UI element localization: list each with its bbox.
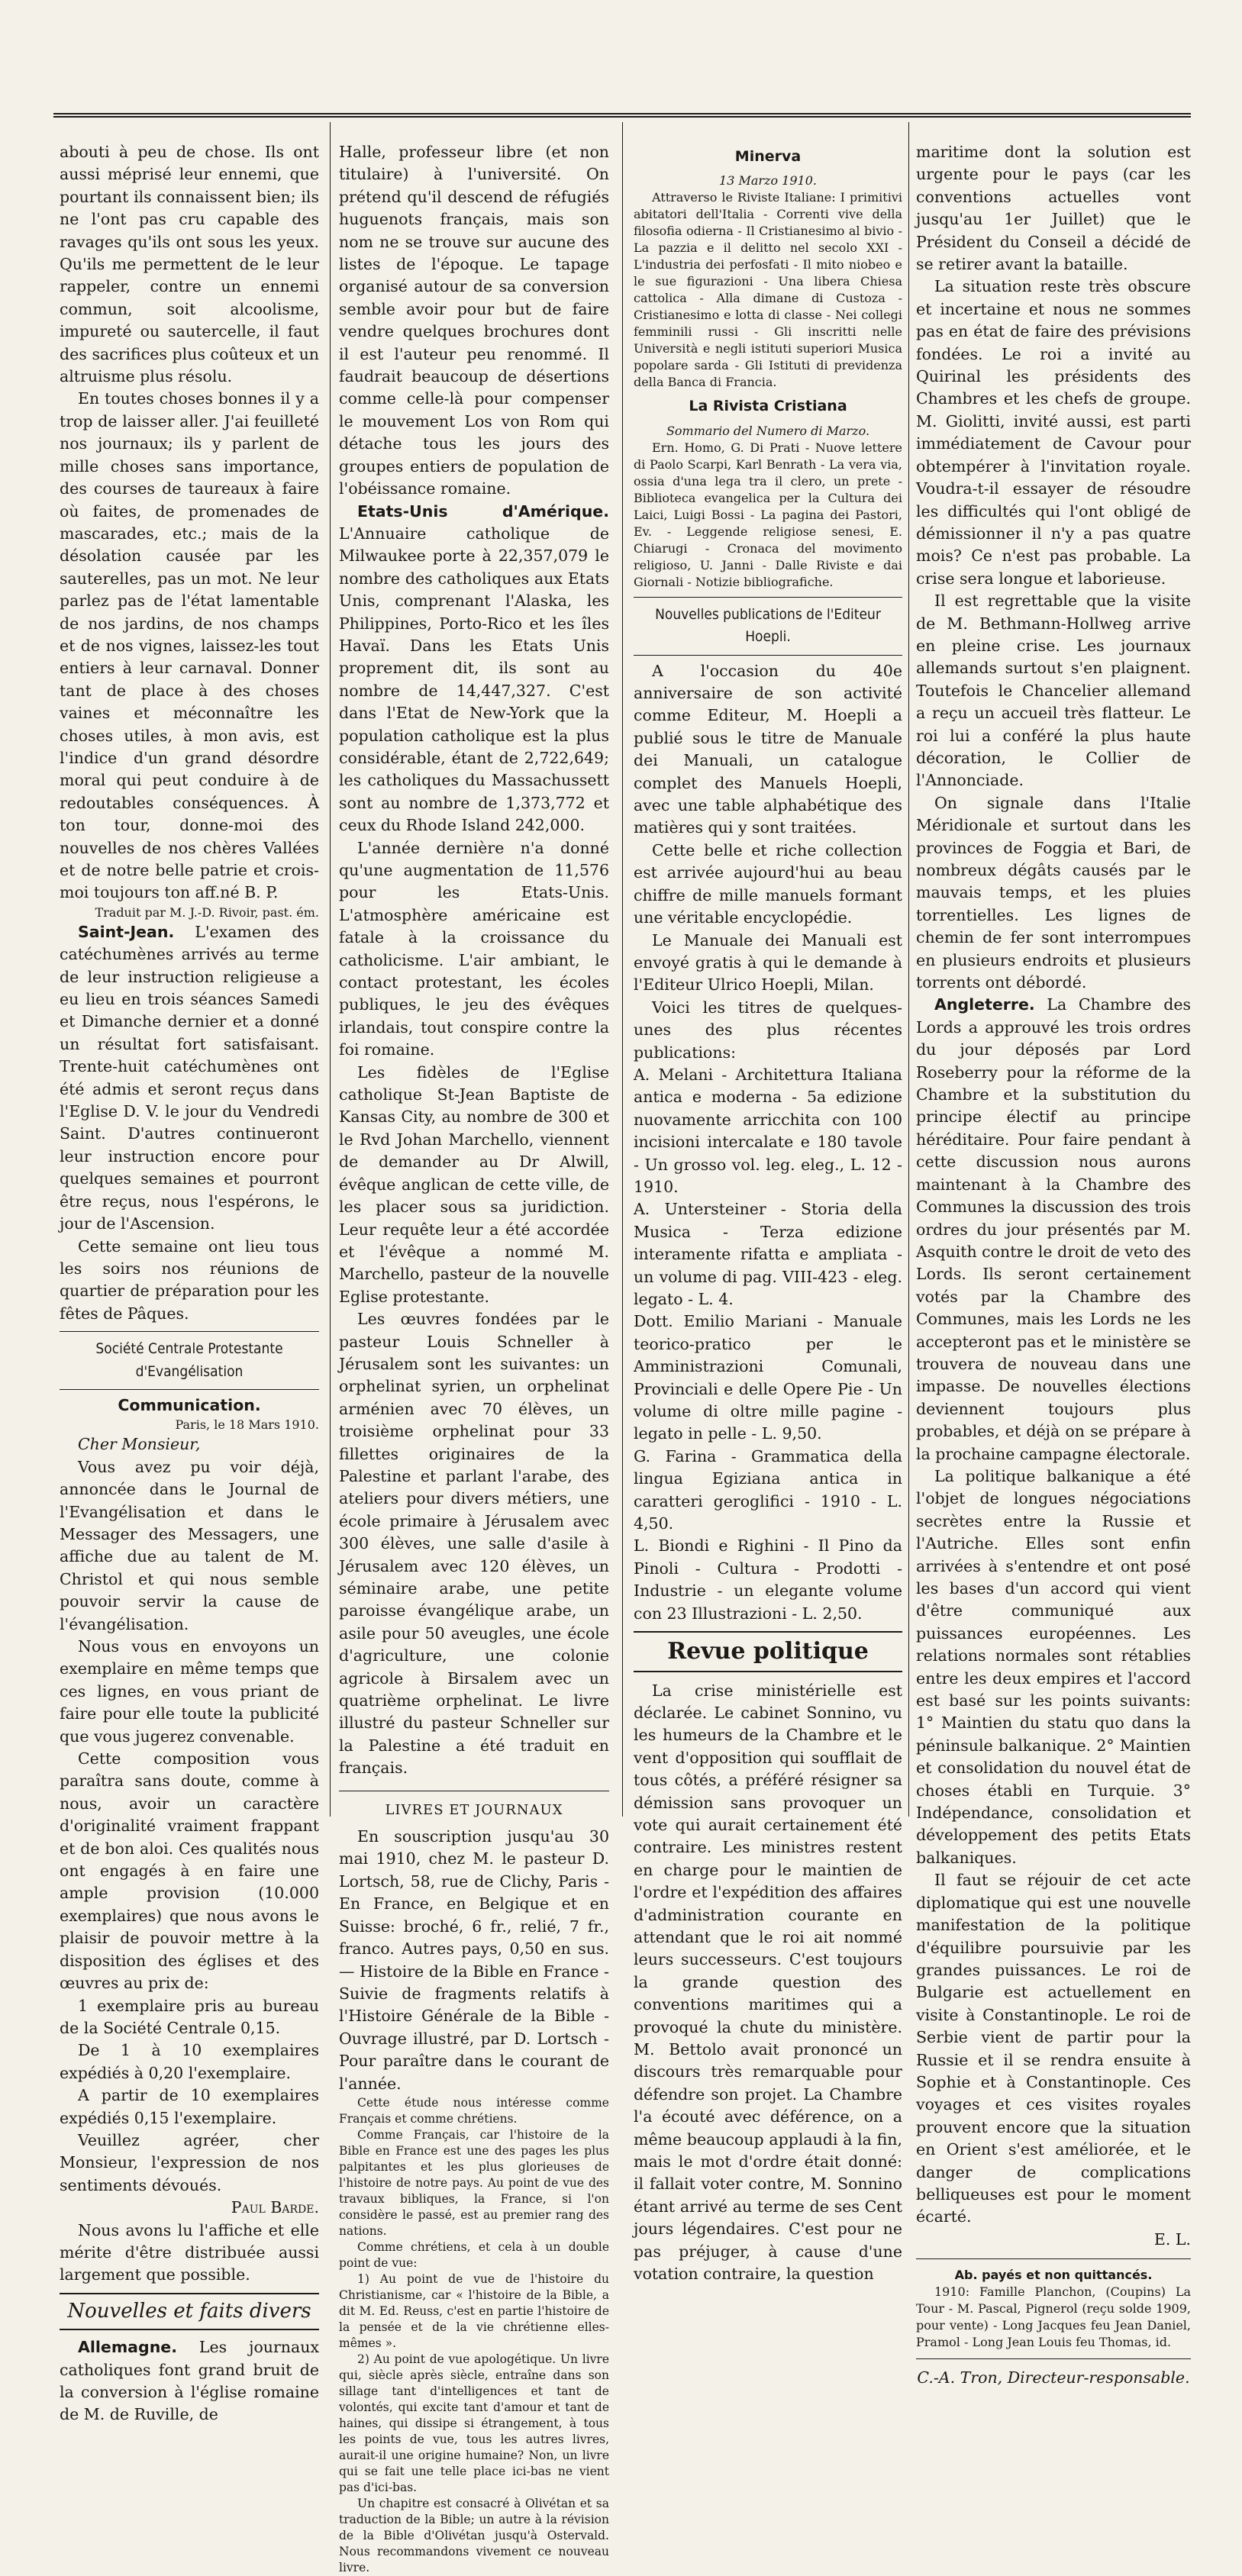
paragraph: Veuillez agréer, cher Monsieur, l'expression de nos sentiments dévoués. [60,2130,319,2194]
paragraph: Vous avez pu voir déjà, annoncée dans le Journal de l'Evangélisation et dans le Messager des Messagers, une affiche due au talent de M. Christol et qui nous semble pouvoir servir la cause de l'évangélisation. [60,1457,319,1633]
section-heading: Etats-Unis d'Amérique. [357,501,609,521]
paragraph: 2) Au point de vue apologétique. Un livre qui, siècle après siècle, entraîne dans son sillage tant d'intelligences et tant de volontés, qui excite tant d'amour et tant de haines, qui dissipe si étrangement, à tous les points de vue, tous les autres livres, aurait-il une origine humaine? Non, un livre qui se fait une telle place ici-bas ne vient pas d'ici-bas. [339,2352,609,2494]
paragraph: L'examen des catéchumènes arrivés au terme de leur instruction religieuse a eu lieu en trois séances Samedi et Dimanche dernier et a donné un résultat fort satisfaisant. Trente-huit catéchumènes ont été admis et seront reçus dans l'Eglise D. V. le jour du Vendredi Saint. D'autres continueront leur instruction encore pour quelques semaines et pourront être reçus, nous l'espérons, le jour de l'Ascension. [60,922,319,1233]
dateline: Paris, le 18 Mars 1910. [175,1417,319,1433]
paragraph: Voici les titres de quelques-unes des plus récentes publications: [634,998,902,1062]
paragraph: 1) Au point de vue de l'histoire du Christianisme, car « l'histoire de la Bible, a dit M. Ed. Reuss, c'est en partie l'histoire de la pensée et de la vie chrétienne elles-mêmes ». [339,2271,609,2350]
paragraph: En toutes choses bonnes il y a trop de laisser aller. J'ai feuilleté nos journaux; ils y parlent de mille choses sans importance, des courses de taureaux à faire où faites, de promenades de mascarades, etc.; mais de la désolation causée par les sauterelles, pas un mot. Ne leur parlez pas de l'état lamentable de nos jardins, de nos champs et de nos vignes, laissez-les tout entiers à leur carnaval. Donner tant de place à des choses vaines et méconnaître les choses utiles, à mon avis, est l'indice d'un grand désordre moral qui peut conduire à de redoutables conséquences. À ton tour, donne-moi des nouvelles de nos chères Vallées et de notre belle patrie et crois-moi toujours ton aff.né B. P. [60,389,319,902]
signature: E. L. [1153,2229,1191,2249]
section-heading: Ab. payés et non quittancés. [954,2268,1153,2283]
paragraph: A l'occasion du 40e anniversaire de son activité comme Editeur, M. Hoepli a publié sous le titre de Manuale dei Manuali, un catalogue complet des Manuels Hoepli, avec une table alphabétique des matières qui y sont traitées. [634,661,902,837]
paragraph: En souscription jusqu'au 30 mai 1910, chez M. le pasteur D. Lortsch, 58, rue de Clichy, Paris - En France, en Belgique et en Suisse: broché, 6 fr., relié, 7 fr., franco. Autres pays, 0,50 en sus. — Histoire de la Bible en France - Suivie de fragments relatifs à l'Histoire Générale de la Bible - Ouvrage illustré, par D. Lortsch - Pour paraître dans le courant de l'année. [339,1827,609,2093]
divider [916,2258,1191,2259]
paragraph: Comme Français, car l'histoire de la Bible en France est une des pages les plus palpitantes et les plus glorieuses de l'histoire de notre pays. Au point de vue des travaux bibliques, la France, si l'on considère le passé, est au premier rang des nations. [339,2127,609,2238]
paragraph: La politique balkanique a été l'objet de longues négociations secrètes entre la Russie et l'Autriche. Elles sont enfin arrivées à s'entendre et ont posé les bases d'un accord qui vient d'être communiqué aux puissances européennes. Les relations normales sont rétablies entre les deux empires et l'accord est basé sur les points suivants: 1° Maintien du statu quo dans la péninsule balkanique. 2° Maintien et consolidation du nouvel état de choses établi en Turquie. 3° Indépendance, consolidation et développement des petits Etats balkaniques. [916,1466,1191,1867]
paragraph: Cette belle et riche collection est arrivée aujourd'hui au beau chiffre de mille manuels formant une véritable encyclopédie. [634,840,902,927]
translator-note: Traduit par M. J.-D. Rivoir, past. ém. [95,904,319,920]
paragraph: On signale dans l'Italie Méridionale et surtout dans les provinces de Foggia et Bari, de nombreux dégâts causés par le mauvais temps, et les pluies torrentielles. Les lignes de chemin de fer sont interrompues en plusieurs endroits et plusieurs torrents ont débordé. [916,793,1191,992]
paragraph: De 1 à 10 exemplaires expédiés à 0,20 l'exemplaire. [60,2041,319,2082]
section-heading: Société Centrale Protestante d'Evangélisation [60,1331,319,1390]
paragraph: L'année dernière n'a donné qu'une augmentation de 11,576 pour les Etats-Unis. L'atmosphère américaine est fatale à la croissance du catholicisme. L'air ambiant, le contact protestant, les écoles publiques, le jeu des évêques irlandais, tout conspire contre la foi romaine. [339,838,609,1059]
paragraph: Cette semaine ont lieu tous les soirs nos réunions de quartier de préparation pour les fêtes de Pâques. [60,1236,319,1323]
column-divider [330,122,331,1817]
paragraph: 1 exemplaire pris au bureau de la Société Centrale 0,15. [60,1996,319,2037]
subheading: Communication. [118,1395,261,1414]
dateline: 13 Marzo 1910. [719,173,817,189]
salutation: Cher Monsieur, [78,1435,201,1454]
section-heading: Allemagne. [78,2338,177,2357]
paragraph: Nous avons lu l'affiche et elle mérite d'être distribuée aussi largement que possible. [60,2220,319,2284]
section-heading: Nouvelles et faits divers [60,2293,319,2330]
section-heading: Saint-Jean. [78,922,175,941]
paragraph: Les fidèles de l'Eglise catholique St-Jean Baptiste de Kansas City, au nombre de 300 et le Rvd Johan Marchello, viennent de demander au Dr Alwill, évêque anglican de cette ville, de les placer sous sa juridiction. Leur requête leur a été accordée et l'évêque a nommé M. Marchello, pasteur de la nouvelle Eglise protestante. [339,1062,609,1306]
column-4 [916,141,1191,2390]
list-item: L. Biondi e Righini - Il Pino da Pinoli - Cultura - Prodotti - Industrie - un elegante volume con 23 Illustrazioni - L. 2,50. [634,1536,902,1623]
paragraph: Attraverso le Riviste Italiane: I primitivi abitatori dell'Italia - Correnti vive della filosofia odierna - Il Cristianesimo al bivio - La pazzia e il delitto nel secolo XXI - L'industria dei perfosfati - Il mito niobeo e le sue figurazioni - Una libera Chiesa cattolica - Alla dimane di Custoza - Cristianesimo e lotta di classe - Nei collegi femminili russi - Gli inscritti nelle Università e negli istituti superiori Musica popolare sarda - Gli Istituti di previdenza della Banca di Francia. [634,190,902,390]
section-heading: Minerva [734,148,802,165]
column-divider [908,122,909,1817]
paragraph: 1910: Famille Planchon, (Coupins) La Tour - M. Pascal, Pignerol (reçu solde 1909, pour vente) - Long Jacques feu Jean Daniel, Pramol - Long Jean Louis feu Thomas, id. [916,2284,1191,2350]
top-double-rule [53,113,1191,118]
list-item: A. Untersteiner - Storia della Musica - Terza edizione interamente rifatta e ampliata - un volume di pag. VIII-423 - eleg. legato - L. 4. [634,1200,902,1308]
paragraph: abouti à peu de chose. Ils ont aussi méprisé leur ennemi, que pourtant ils connaissent bien; ils ne l'ont pas cru capable des ravages qu'ils ont sous les yeux. Qu'ils me permettent de le leur rappeler, contre un ennemi commun, soit alcoolisme, impureté ou sautercelle, il faut des sacrifices plus coûteux et un altruisme plus résolu. [60,143,319,386]
paragraph: Cette composition vous paraîtra sans doute, comme à nous, avoir un caractère d'originalité vraiment frappant et de bon aloi. Ces qualités nous ont engagés à en faire une ample provision (10.000 exemplaires) que nous avons le plaisir de pouvoir mettre à la disposition des églises et des œuvres au prix de: [60,1749,319,1993]
subheading: Sommario del Numero di Marzo. [666,423,870,438]
paragraph: Les œuvres fondées par le pasteur Louis Schneller à Jérusalem sont les suivantes: un orphelinat syrien, un orphelinat arménien avec 70 élèves, un troisième orphelinat pour 33 fillettes originaires de la Palestine et parlant l'arabe, des ateliers pour divers métiers, une école primaire à Jérusalem avec 300 élèves, une salle d'asile à Jérusalem avec 120 élèves, un séminaire arabe, une petite paroisse évangélique arabe, un asile pour 50 aveugles, une école d'agriculture, une colonie agricole à Birsalem avec un quatrième orphelinat. Le livre illustré du pasteur Schneller sur la Palestine a été traduit en français. [339,1310,609,1778]
section-heading: La Rivista Cristiana [689,398,847,415]
paragraph: Nous vous en envoyons un exemplaire en même temps que ces lignes, en vous priant de faire pour elle toute la publicité que vous jugerez convenable. [60,1637,319,1746]
list-item: Dott. Emilio Mariani - Manuale teorico-pratico per le Amministrazioni Comunali, Provinciali e delle Opere Pie - Un volume di oltre mille pagine - legato in pelle - L. 9,50. [634,1312,902,1443]
signature: Paul Barde. [231,2198,319,2217]
divider [916,2358,1191,2359]
paragraph: Le Manuale dei Manuali est envoyé gratis à qui le demande à l'Editeur Ulrico Hoepli, Milan. [634,930,902,995]
paragraph: Il faut se réjouir de cet acte diplomatique qui est une nouvelle manifestation de la politique d'équilibre poursuivie par les grandes puissances. Le roi de Bulgarie est actuellement en visite à Constantinople. Le roi de Serbie vient de partir pour la Russie et il se rendra ensuite à Sophie et à Constantinople. Ces voyages et ces visites royales prouvent encore que la situation en Orient s'est améliorée, et le danger de complications belliqueuses est pour le moment écarté. [916,1871,1191,2226]
column-divider [622,122,623,1817]
section-heading: LIVRES ET JOURNAUX [339,1791,609,1821]
section-heading: Angleterre. [934,995,1035,1014]
section-heading: Revue politique [634,1631,902,1672]
paragraph: Il est regrettable que la visite de M. Bethmann-Hollweg arrive en pleine crise. Les journaux allemands surtout s'en plaignent. Toutefois le Chancelier allemand a reçu un accueil très flatteur. Le roi lui a conféré la plus haute décoration, le Collier de l'Annonciade. [916,592,1191,790]
list-item: A. Melani - Architettura Italiana antica e moderna - 5a edizione nuovamente arricchita con 100 incisioni intercalate e 180 tavole - Un grosso vol. leg. eleg., L. 12 - 1910. [634,1065,902,1196]
list-item: G. Farina - Grammatica della lingua Egiziana antica in caratteri geroglifici - 1910 - L. 4,50. [634,1446,902,1533]
paragraph: A partir de 10 exemplaires expédiés 0,15 l'exemplaire. [60,2086,319,2127]
column-3 [634,141,902,2285]
paragraph: Ern. Homo, G. Di Prati - Nuove lettere di Paolo Scarpi, Karl Benrath - La vera via, ossia d'una lega tra il clero, un prete - Biblioteca evangelica per la Cultura dei Laici, Luigi Bossi - La pagina dei Pastori, Ev. - Leggende religiose senesi, E. Chiarugi - Cronaca del movimento religioso, U. Janni - Dalle Riviste e dai Giornali - Notizie bibliografiche. [634,440,902,589]
column-2 [339,141,609,2576]
paragraph: La situation reste très obscure et incertaine et nous ne sommes pas en état de faire des prévisions fondées. Le roi a invité au Quirinal les présidents des Chambres et les chefs de groupe. M. Giolitti, invité aussi, est parti immédiatement de Cavour pour obtempérer à l'invitation royale. Voudra-t-il essayer de résoudre les difficultés qui l'ont obligé de démissionner il n'y a pas quatre mois? Ce n'est pas probable. La crise sera longue et laborieuse. [916,277,1191,588]
paragraph: L'Annuaire catholique de Milwaukee porte à 22,357,079 le nombre des catholiques aux Etats Unis, comprenant l'Alaska, les Philippines, Porto-Rico et les îles Havaï. Dans les Etats Unis proprement dit, ils sont au nombre de 14,447,327. C'est dans l'Etat de New-York que la population catholique est la plus considérable, étant de 2,722,649; les catholiques du Massachussett sont au nombre de 1,373,772 et ceux du Rhode Island 242,000. [339,524,609,835]
paragraph: La Chambre des Lords a approuvé les trois ordres du jour déposés par Lord Roseberry pour la réforme de la Chambre et la substitution du principe électif au principe héréditaire. Pour faire pendant à cette discussion nous aurons maintenant à la Chambre des Communes la discussion des trois ordres du jour présentés par M. Asquith contre le droit de veto des Lords. Ils seront certainement votés par la Chambre des Communes, mais les Lords ne les accepteront pas et le ministère se trouvera de nouveau dans une impasse. De nouvelles élections deviennent toujours plus probables, et déjà on se prépare à la prochaine campagne électorale. [916,995,1192,1463]
paragraph: La crise ministérielle est déclarée. Le cabinet Sonnino, vu les humeurs de la Chambre et le vent d'opposition qui soufflait de tous côtés, a préféré résigner sa démission sans provoquer un vote qui aurait certainement été contraire. Les ministres restent en charge pour le maintien de l'ordre et l'expédition des affaires d'administration courante en attendant que le roi ait nommé leurs successeurs. C'est toujours la grande question des conventions maritimes qui a provoqué la chute du ministère. M. Bettolo avait prononcé un discours très remarquable pour défendre son projet. La Chambre l'a écouté avec déférence, on a même beaucoup applaudi à la fin, mais le mot d'ordre était donné: il fallait voter contre, M. Sonnino étant arrivé au terme de ses Cent jours légendaires. C'est pour ne pas préjuger, à cause d'une votation contraire, la question [634,1681,902,2284]
director-credit: C.-A. Tron, Directeur-responsable. [917,2368,1190,2387]
section-heading: Nouvelles publications de l'Editeur Hoepli. [634,597,902,656]
paragraph: Les journaux catholiques font grand bruit de la conversion à l'église romaine de M. de Ruville, de [60,2338,319,2424]
column-1 [60,141,319,2426]
paragraph: Un chapitre est consacré à Olivétan et sa traduction de la Bible; un autre à la révision de la Bible d'Olivétan jusqu'à Ostervald. Nous recommandons vivement ce nouveau livre. [339,2496,609,2574]
paragraph: Comme chrétiens, et cela à un double point de vue: [339,2239,609,2270]
paragraph: maritime dont la solution est urgente pour le pays (car les conventions actuelles vont jusqu'au 1er Juillet) que le Président du Conseil a décidé de se retirer avant la bataille. [916,143,1191,274]
paragraph: Cette étude nous intéresse comme Français et comme chrétiens. [339,2095,609,2126]
paragraph: Halle, professeur libre (et non titulaire) à l'université. On prétend qu'il descend de réfugiés huguenots français, mais son nom ne se trouve sur aucune des listes de l'époque. Le tapage organisé autour de sa conversion semble avoir pour but de faire vendre quelques brochures dont il est l'auteur peu renommé. Il faudrait beaucoup de désertions comme celle-là pour compenser le mouvement Los von Rom qui détache tous les jours des groupes entiers de population de l'obéissance romaine. [339,143,609,498]
